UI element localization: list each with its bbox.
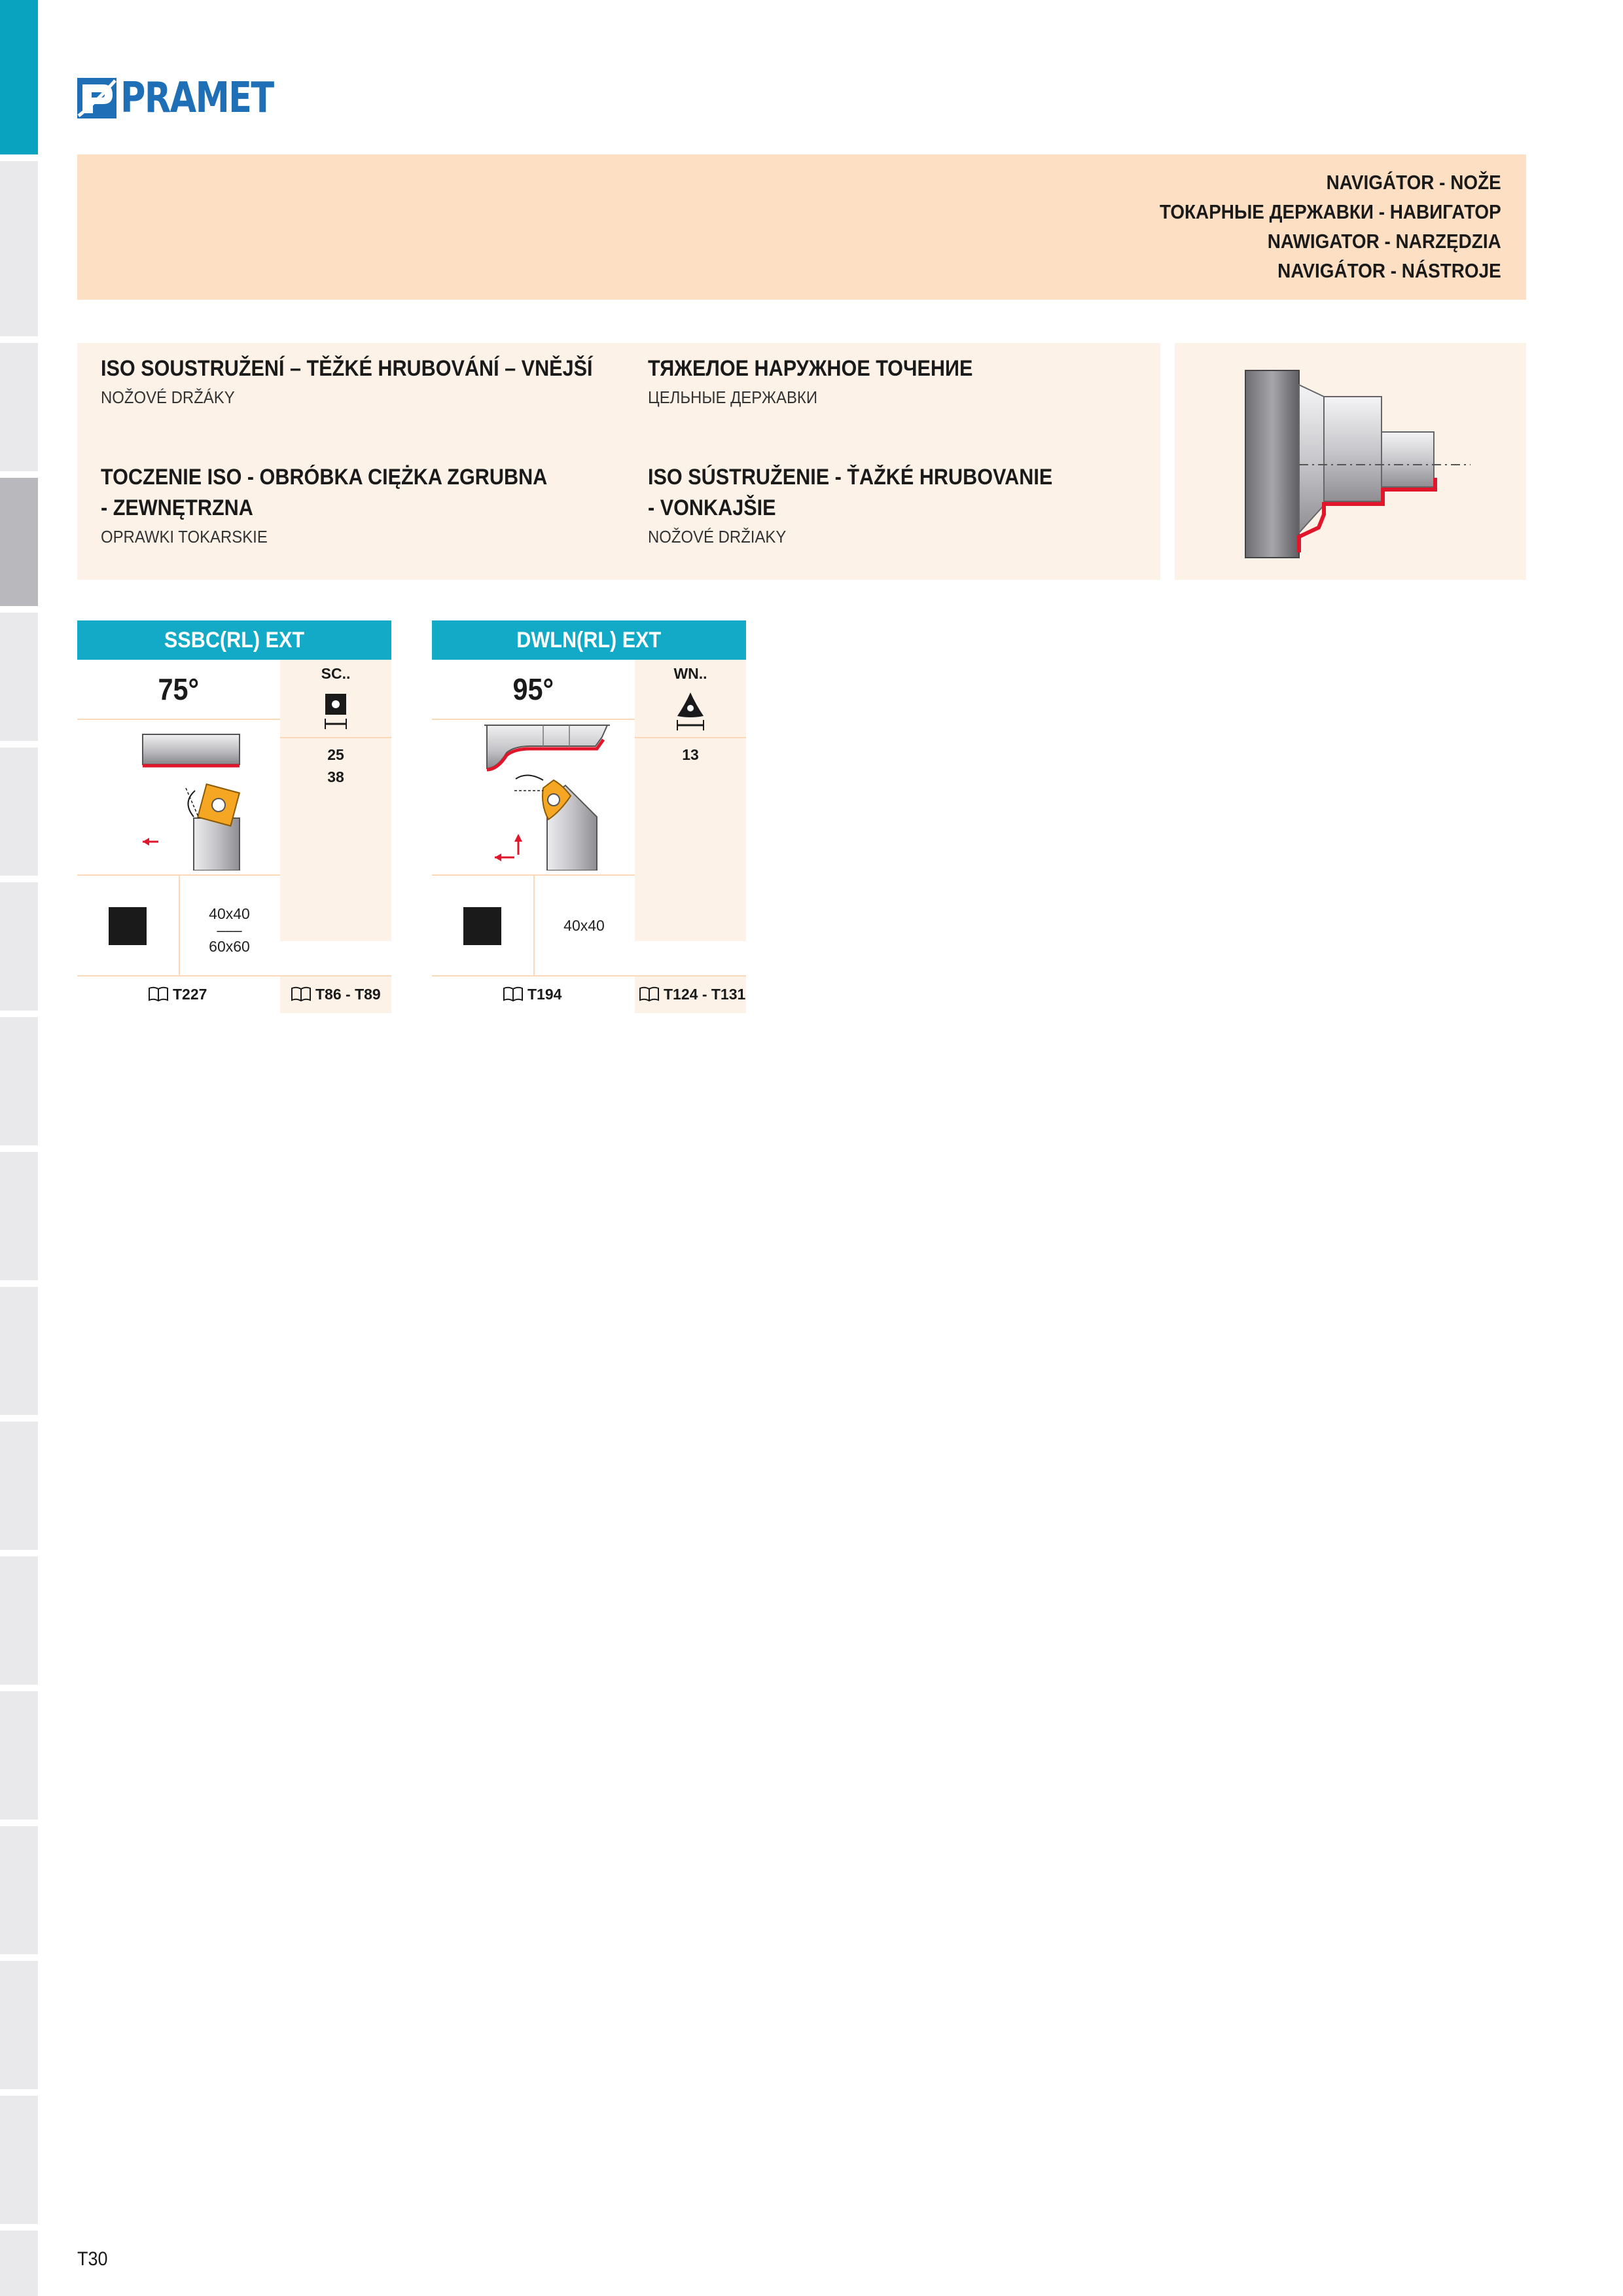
section-subheading: OPRAWKI TOKARSKIE — [101, 527, 268, 547]
section-heading: - VONKAJŠIE — [648, 495, 776, 520]
side-tab[interactable] — [0, 1691, 38, 1820]
insert-size: 13 — [682, 746, 699, 763]
side-tab[interactable] — [0, 161, 38, 336]
insert-code: WN.. — [673, 665, 707, 682]
side-tab[interactable] — [0, 2231, 38, 2296]
side-tab[interactable] — [0, 613, 38, 741]
side-tab[interactable] — [0, 882, 38, 1011]
title-block-pl — [101, 462, 597, 550]
side-tab[interactable] — [0, 1017, 38, 1145]
book-icon — [148, 986, 169, 1002]
insert-page-reference[interactable] — [639, 984, 745, 1004]
insert-size: 38 — [327, 768, 344, 785]
divider — [432, 975, 746, 977]
approach-angle: 95° — [512, 672, 554, 706]
ssbc-tool-drawing — [77, 720, 280, 870]
navigator-title-sk: NAVIGÁTOR - NÁSTROJE — [1277, 259, 1501, 282]
divider — [280, 737, 391, 738]
holder-page-reference[interactable] — [148, 984, 207, 1004]
page-reference-text: T227 — [173, 986, 207, 1003]
shank-square-icon — [109, 907, 147, 945]
side-tab[interactable] — [0, 1422, 38, 1550]
section-heading: ТЯЖЕЛОЕ НАРУЖНОЕ ТОЧЕНИЕ — [648, 356, 973, 381]
navigator-title-ru: ТОКАРНЫЕ ДЕРЖАВКИ - НАВИГАТОР — [1160, 200, 1501, 223]
insert-code: SC.. — [321, 665, 351, 682]
section-subheading: NOŽOVÉ DRŽIAKY — [648, 527, 787, 547]
side-tab[interactable] — [0, 1826, 38, 1954]
book-icon — [291, 986, 312, 1002]
page-reference-text: T194 — [527, 986, 562, 1003]
insert-size: 25 — [327, 746, 344, 763]
external-turning-illustration — [1175, 343, 1526, 580]
tool-card-ssbc[interactable] — [77, 620, 391, 1013]
shank-square-icon — [463, 907, 501, 945]
divider — [77, 975, 391, 977]
side-tab[interactable] — [0, 343, 38, 471]
workpiece-illustration — [1175, 343, 1526, 580]
side-tab-active[interactable] — [0, 0, 38, 154]
navigator-title-cz: NAVIGÁTOR - NOŽE — [1326, 171, 1501, 194]
insert-sizes — [635, 744, 746, 766]
approach-angle: 75° — [158, 672, 200, 706]
page-reference-text: T86 - T89 — [315, 986, 381, 1003]
pramet-logo — [77, 76, 307, 120]
shank-size-separator: ––– — [217, 922, 242, 939]
title-block-sk — [648, 462, 1097, 550]
side-tab[interactable] — [0, 1556, 38, 1685]
title-block-ru — [648, 353, 1009, 410]
navigator-banner — [77, 154, 1526, 300]
insert-sizes — [280, 744, 391, 788]
side-tab[interactable] — [0, 747, 38, 876]
title-block-cz — [101, 353, 647, 410]
section-title-panel — [77, 343, 1160, 580]
side-tab[interactable] — [0, 2096, 38, 2224]
shank-size: 40x40 — [209, 905, 250, 922]
section-subheading: NOŽOVÉ DRŽÁKY — [101, 387, 235, 407]
section-subheading: ЦЕЛЬНЫЕ ДЕРЖАВКИ — [648, 387, 818, 407]
shank-sizes — [179, 906, 280, 955]
shank-size: 40x40 — [563, 917, 605, 934]
side-tab[interactable] — [0, 1961, 38, 2089]
section-heading: ISO SOUSTRUŽENÍ – TĚŽKÉ HRUBOVÁNÍ – VNĚJŠÍ — [101, 356, 593, 381]
side-tab[interactable] — [0, 1152, 38, 1280]
side-tab[interactable] — [0, 1287, 38, 1415]
square-insert-icon — [303, 687, 368, 733]
trigon-insert-icon — [658, 687, 723, 733]
divider — [635, 737, 746, 738]
holder-page-reference[interactable] — [503, 984, 562, 1004]
shank-sizes — [533, 918, 635, 934]
insert-page-reference[interactable] — [291, 984, 381, 1004]
page-reference-text: T124 - T131 — [664, 986, 746, 1003]
section-heading: ISO SÚSTRUŽENIE - ŤAŽKÉ HRUBOVANIE — [648, 465, 1053, 490]
tool-card-dwln[interactable] — [432, 620, 746, 1013]
side-tab-current-section[interactable] — [0, 478, 38, 606]
book-icon — [503, 986, 524, 1002]
dwln-tool-drawing — [432, 720, 635, 870]
logo-mark-icon — [77, 78, 116, 118]
tool-card-title[interactable]: SSBC(RL) EXT — [77, 620, 391, 660]
shank-size: 60x60 — [209, 938, 250, 955]
side-tab-strip — [0, 0, 38, 2296]
section-heading: - ZEWNĘTRZNA — [101, 495, 253, 520]
page-number: T30 — [77, 2248, 108, 2270]
section-heading: TOCZENIE ISO - OBRÓBKA CIĘŻKA ZGRUBNA — [101, 465, 548, 490]
logo-text: PRAMET — [120, 74, 274, 122]
book-icon — [639, 986, 660, 1002]
navigator-title-pl: NAWIGATOR - NARZĘDZIA — [1267, 230, 1501, 253]
tool-card-title[interactable]: DWLN(RL) EXT — [432, 620, 746, 660]
